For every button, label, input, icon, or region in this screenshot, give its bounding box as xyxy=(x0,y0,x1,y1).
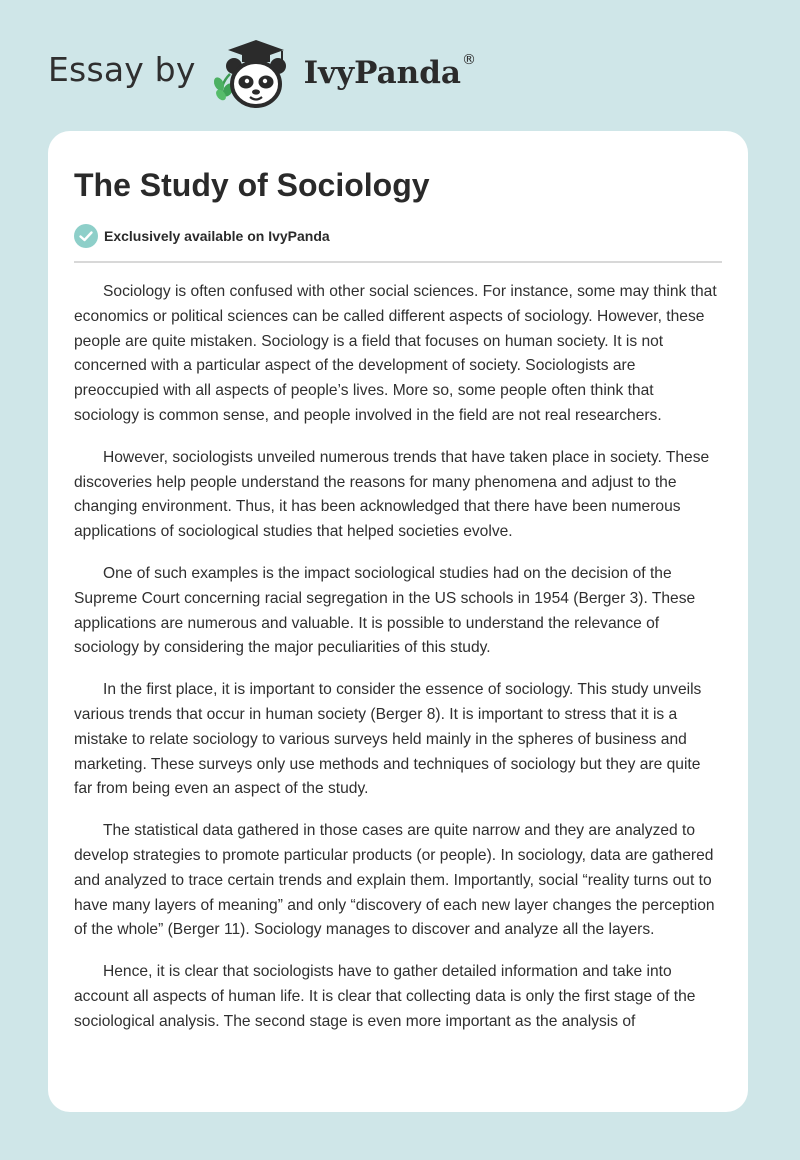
essay-paragraph: Sociology is often confused with other social sciences. For instance, some may think that economics or political sciences can be called different aspects of sociology. However, these people are quite mistaken. Sociology is a field that focuses on human society. It is not concerned with a particular aspect of the development of society. Sociologists are preoccupied with all aspects of people’s lives. More so, some people often think that sociology is common sense, and people involved in the field are not real researchers. xyxy=(74,283,717,424)
panda-graduate-logo-icon[interactable] xyxy=(210,32,302,112)
essay-by-label: Essay by xyxy=(48,49,196,89)
essay-paragraph: In the first place, it is important to consider the essence of sociology. This study unveils various trends that occur in human society (Berger 8). It is important to stress that it is a mistake to relate sociology to various surveys held mainly in the spheres of business and marketing. These surveys only use methods and techniques of sociology but they are quite far from being even an aspect of the study. xyxy=(74,681,702,798)
check-circle-icon xyxy=(74,224,98,248)
essay-body xyxy=(74,280,722,1035)
brand-name: IvyPanda xyxy=(303,55,461,91)
registered-mark: ® xyxy=(461,52,476,68)
essay-title: The Study of Sociology xyxy=(74,167,430,203)
exclusive-badge-label: Exclusively available on IvyPanda xyxy=(104,228,330,244)
essay-card xyxy=(48,131,748,1112)
essay-paragraph: However, sociologists unveiled numerous trends that have taken place in society. These discoveries help people understand the reasons for many phenomena and adjust to the changing environment. Thus, it has been acknowledged that there have been numerous applications of sociological studies that helped societies evolve. xyxy=(74,448,710,541)
essay-paragraph: Hence, it is clear that sociologists have to gather detailed information and take into account all aspects of human life. It is clear that collecting data is only the first stage of the sociological analysis. The second stage is even more important as the analysis of xyxy=(74,963,696,1030)
essay-paragraph: One of such examples is the impact sociological studies had on the decision of the Supreme Court concerning racial segregation in the US schools in 1954 (Berger 3). These applications are numerous and valuable. It is possible to understand the relevance of sociology by considering the major peculiarities of this study. xyxy=(74,564,696,657)
exclusive-badge xyxy=(74,224,722,263)
site-header xyxy=(48,32,476,112)
essay-paragraph: The statistical data gathered in those cases are quite narrow and they are analyzed to develop strategies to promote particular products (or people). In sociology, data are gathered and analyzed to trace certain trends and explain them. Importantly, social “reality turns out to have many layers of meaning” and only “discovery of each new layer changes the perception of the whole” (Berger 11). Sociology manages to discover and analyze all the layers. xyxy=(74,822,715,939)
